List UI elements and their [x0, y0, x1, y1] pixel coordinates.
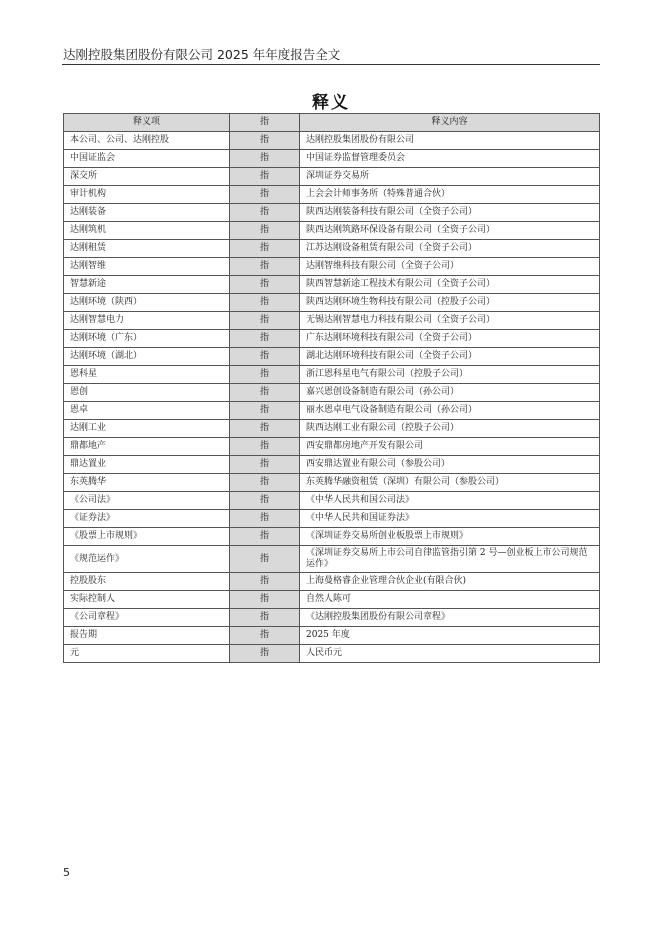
table-row — [64, 348, 600, 366]
table-row — [64, 645, 600, 663]
term-cell: 达刚装备 — [64, 204, 230, 222]
meaning-cell: 江苏达刚设备租赁有限公司（全资子公司） — [300, 240, 600, 258]
meaning-cell: 丽水恩卓电气设备制造有限公司（孙公司） — [300, 402, 600, 420]
refer-cell: 指 — [230, 402, 300, 420]
term-cell: 《股票上市规则》 — [64, 528, 230, 546]
meaning-cell: 陕西达刚环境生物科技有限公司（控股子公司） — [300, 294, 600, 312]
refer-cell: 指 — [230, 573, 300, 591]
refer-cell: 指 — [230, 645, 300, 663]
term-cell: 鼎达置业 — [64, 456, 230, 474]
table-row — [64, 456, 600, 474]
table-row — [64, 474, 600, 492]
meaning-cell: 达刚智维科技有限公司（全资子公司） — [300, 258, 600, 276]
table-row — [64, 276, 600, 294]
refer-cell: 指 — [230, 186, 300, 204]
definitions-table-body — [64, 132, 600, 663]
meaning-cell: 湖北达刚环境科技有限公司（全资子公司） — [300, 348, 600, 366]
table-row — [64, 330, 600, 348]
table-row — [64, 384, 600, 402]
table-row — [64, 546, 600, 573]
refer-cell: 指 — [230, 204, 300, 222]
page-number: 5 — [63, 866, 70, 879]
meaning-cell: 《深圳证券交易所上市公司自律监管指引第 2 号—创业板上市公司规范运作》 — [300, 546, 600, 573]
meaning-cell: 2025 年度 — [300, 627, 600, 645]
term-cell: 本公司、公司、达刚控股 — [64, 132, 230, 150]
term-cell: 达刚筑机 — [64, 222, 230, 240]
meaning-cell: 深圳证券交易所 — [300, 168, 600, 186]
term-cell: 智慧新途 — [64, 276, 230, 294]
refer-cell: 指 — [230, 366, 300, 384]
meaning-cell: 无锡达刚智慧电力科技有限公司（全资子公司） — [300, 312, 600, 330]
refer-cell: 指 — [230, 132, 300, 150]
refer-cell: 指 — [230, 546, 300, 573]
table-row — [64, 150, 600, 168]
meaning-cell: 《中华人民共和国证券法》 — [300, 510, 600, 528]
term-cell: 达刚智慧电力 — [64, 312, 230, 330]
table-row — [64, 204, 600, 222]
term-cell: 恩科星 — [64, 366, 230, 384]
table-row — [64, 510, 600, 528]
meaning-cell: 自然人陈可 — [300, 591, 600, 609]
definitions-table — [63, 113, 600, 663]
column-header-refer: 指 — [230, 114, 300, 132]
term-cell: 鼎都地产 — [64, 438, 230, 456]
meaning-cell: 达刚控股集团股份有限公司 — [300, 132, 600, 150]
page-title: 释义 — [312, 93, 350, 113]
term-cell: 元 — [64, 645, 230, 663]
meaning-cell: 中国证券监督管理委员会 — [300, 150, 600, 168]
column-header-meaning: 释义内容 — [300, 114, 600, 132]
table-header-row — [64, 114, 600, 132]
meaning-cell: 嘉兴恩创设备制造有限公司（孙公司） — [300, 384, 600, 402]
table-row — [64, 609, 600, 627]
refer-cell: 指 — [230, 492, 300, 510]
table-row — [64, 240, 600, 258]
refer-cell: 指 — [230, 591, 300, 609]
meaning-cell: 人民币元 — [300, 645, 600, 663]
meaning-cell: 陕西达刚装备科技有限公司（全资子公司） — [300, 204, 600, 222]
term-cell: 达刚环境（湖北） — [64, 348, 230, 366]
refer-cell: 指 — [230, 609, 300, 627]
meaning-cell: 《达刚控股集团股份有限公司章程》 — [300, 609, 600, 627]
refer-cell: 指 — [230, 240, 300, 258]
refer-cell: 指 — [230, 330, 300, 348]
meaning-cell: 东英腾华融资租赁（深圳）有限公司（参股公司） — [300, 474, 600, 492]
meaning-cell: 西安鼎都房地产开发有限公司 — [300, 438, 600, 456]
header-divider — [62, 64, 600, 65]
term-cell: 达刚租赁 — [64, 240, 230, 258]
term-cell: 《公司法》 — [64, 492, 230, 510]
refer-cell: 指 — [230, 420, 300, 438]
meaning-cell: 陕西达刚筑路环保设备有限公司（全资子公司） — [300, 222, 600, 240]
term-cell: 《规范运作》 — [64, 546, 230, 573]
refer-cell: 指 — [230, 276, 300, 294]
term-cell: 达刚智维 — [64, 258, 230, 276]
term-cell: 达刚工业 — [64, 420, 230, 438]
meaning-cell: 上海曼格睿企业管理合伙企业(有限合伙) — [300, 573, 600, 591]
report-header-title: 达刚控股集团股份有限公司 2025 年年度报告全文 — [63, 47, 341, 62]
refer-cell: 指 — [230, 510, 300, 528]
refer-cell: 指 — [230, 528, 300, 546]
refer-cell: 指 — [230, 312, 300, 330]
table-row — [64, 420, 600, 438]
table-row — [64, 132, 600, 150]
term-cell: 实际控制人 — [64, 591, 230, 609]
refer-cell: 指 — [230, 456, 300, 474]
table-row — [64, 528, 600, 546]
term-cell: 《公司章程》 — [64, 609, 230, 627]
table-row — [64, 627, 600, 645]
meaning-cell: 广东达刚环境科技有限公司（全资子公司） — [300, 330, 600, 348]
table-row — [64, 591, 600, 609]
table-row — [64, 366, 600, 384]
table-row — [64, 168, 600, 186]
meaning-cell: 上会会计师事务所（特殊普通合伙） — [300, 186, 600, 204]
meaning-cell: 《深圳证券交易所创业板股票上市规则》 — [300, 528, 600, 546]
refer-cell: 指 — [230, 258, 300, 276]
term-cell: 中国证监会 — [64, 150, 230, 168]
table-row — [64, 438, 600, 456]
term-cell: 控股股东 — [64, 573, 230, 591]
term-cell: 恩卓 — [64, 402, 230, 420]
table-row — [64, 294, 600, 312]
meaning-cell: 西安鼎达置业有限公司（参股公司） — [300, 456, 600, 474]
refer-cell: 指 — [230, 384, 300, 402]
term-cell: 达刚环境（陕西） — [64, 294, 230, 312]
term-cell: 达刚环境（广东） — [64, 330, 230, 348]
meaning-cell: 陕西智慧新途工程技术有限公司（全资子公司） — [300, 276, 600, 294]
table-row — [64, 312, 600, 330]
refer-cell: 指 — [230, 348, 300, 366]
term-cell: 恩创 — [64, 384, 230, 402]
refer-cell: 指 — [230, 474, 300, 492]
refer-cell: 指 — [230, 438, 300, 456]
refer-cell: 指 — [230, 294, 300, 312]
table-row — [64, 186, 600, 204]
table-row — [64, 258, 600, 276]
refer-cell: 指 — [230, 222, 300, 240]
table-row — [64, 492, 600, 510]
term-cell: 《证券法》 — [64, 510, 230, 528]
table-row — [64, 402, 600, 420]
refer-cell: 指 — [230, 150, 300, 168]
column-header-term: 释义项 — [64, 114, 230, 132]
term-cell: 审计机构 — [64, 186, 230, 204]
meaning-cell: 《中华人民共和国公司法》 — [300, 492, 600, 510]
meaning-cell: 浙江恩科星电气有限公司（控股子公司） — [300, 366, 600, 384]
term-cell: 深交所 — [64, 168, 230, 186]
meaning-cell: 陕西达刚工业有限公司（控股子公司） — [300, 420, 600, 438]
table-row — [64, 222, 600, 240]
term-cell: 东英腾华 — [64, 474, 230, 492]
term-cell: 报告期 — [64, 627, 230, 645]
table-row — [64, 573, 600, 591]
refer-cell: 指 — [230, 168, 300, 186]
refer-cell: 指 — [230, 627, 300, 645]
